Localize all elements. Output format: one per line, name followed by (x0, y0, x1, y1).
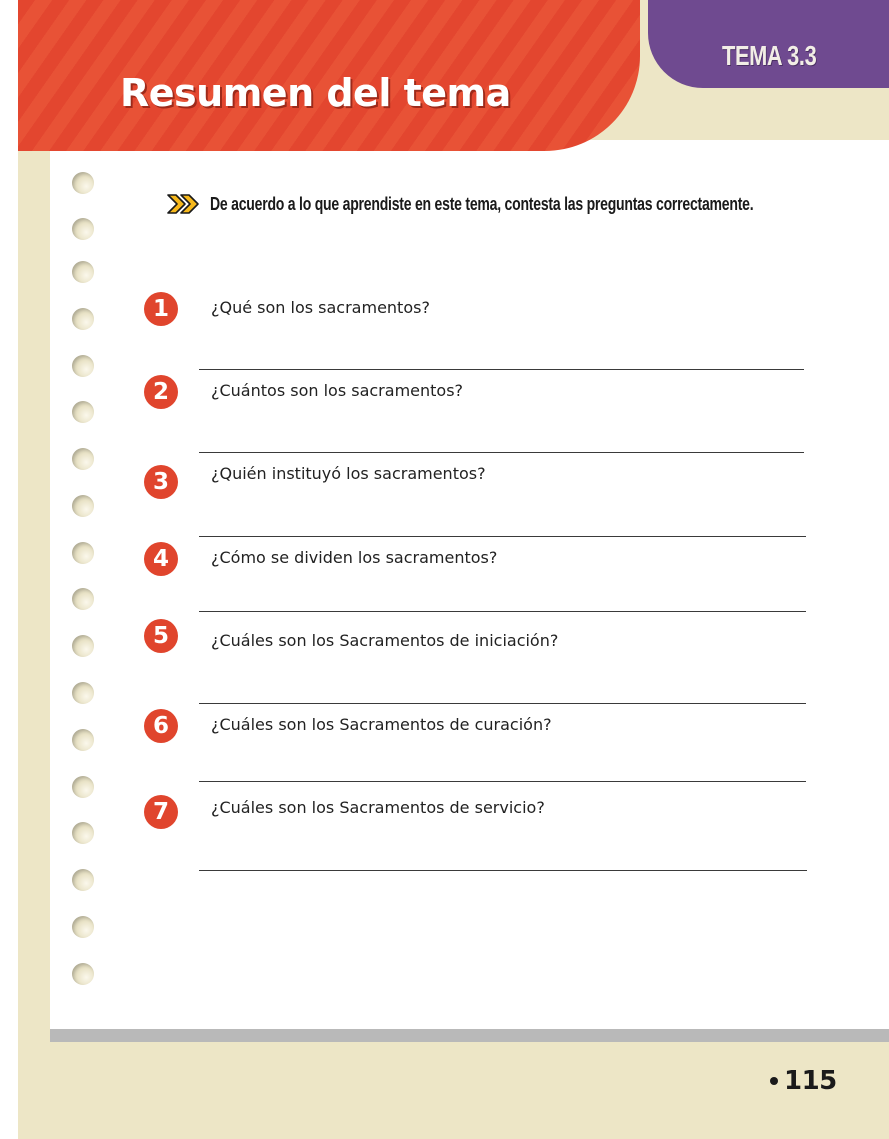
binder-holes (72, 0, 96, 1139)
binder-hole (72, 729, 94, 751)
question-number-badge: 1 (144, 292, 178, 326)
page-number-value: 115 (784, 1066, 837, 1096)
instruction-text: De acuerdo a lo que aprendiste en este tema, contesta las preguntas correctamente. (210, 193, 754, 214)
binder-hole (72, 916, 94, 938)
question-text: ¿Cuáles son los Sacramentos de curación? (211, 715, 552, 734)
answer-line[interactable] (199, 703, 806, 704)
question-text: ¿Quién instituyó los sacramentos? (211, 464, 486, 483)
page-number (770, 1068, 837, 1094)
topic-label: TEMA 3.3 (722, 40, 817, 71)
binder-hole (72, 822, 94, 844)
binder-hole (72, 635, 94, 657)
answer-line[interactable] (199, 369, 804, 370)
question-text: ¿Qué son los sacramentos? (211, 298, 430, 317)
question-number-badge: 5 (144, 619, 178, 653)
question-number-badge: 4 (144, 542, 178, 576)
instruction (166, 192, 889, 216)
question-number-badge: 2 (144, 375, 178, 409)
question-text: ¿Cuántos son los sacramentos? (211, 381, 464, 400)
binder-hole (72, 682, 94, 704)
page-title: Resumen del tema (120, 71, 511, 115)
notebook-paper (50, 140, 889, 1029)
binder-hole (72, 542, 94, 564)
binder-hole (72, 172, 94, 194)
binder-hole (72, 308, 94, 330)
binder-hole (72, 963, 94, 985)
question-text: ¿Cuáles son los Sacramentos de servicio? (211, 798, 545, 817)
answer-line[interactable] (199, 611, 806, 612)
binder-hole (72, 218, 94, 240)
binder-hole (72, 448, 94, 470)
answer-line[interactable] (199, 781, 806, 782)
binder-hole (72, 261, 94, 283)
answer-line[interactable] (199, 452, 804, 453)
binder-hole (72, 355, 94, 377)
double-chevron-icon (166, 193, 202, 215)
binder-hole (72, 588, 94, 610)
answer-line[interactable] (199, 536, 806, 537)
question-text: ¿Cuáles son los Sacramentos de iniciación? (211, 631, 559, 650)
binder-hole (72, 776, 94, 798)
question-number-badge: 6 (144, 709, 178, 743)
binder-hole (72, 495, 94, 517)
bullet-icon (770, 1077, 778, 1085)
question-number-badge: 3 (144, 465, 178, 499)
binder-hole (72, 869, 94, 891)
answer-line[interactable] (199, 870, 807, 871)
binder-hole (72, 401, 94, 423)
question-number-badge: 7 (144, 795, 178, 829)
question-text: ¿Cómo se dividen los sacramentos? (211, 548, 498, 567)
